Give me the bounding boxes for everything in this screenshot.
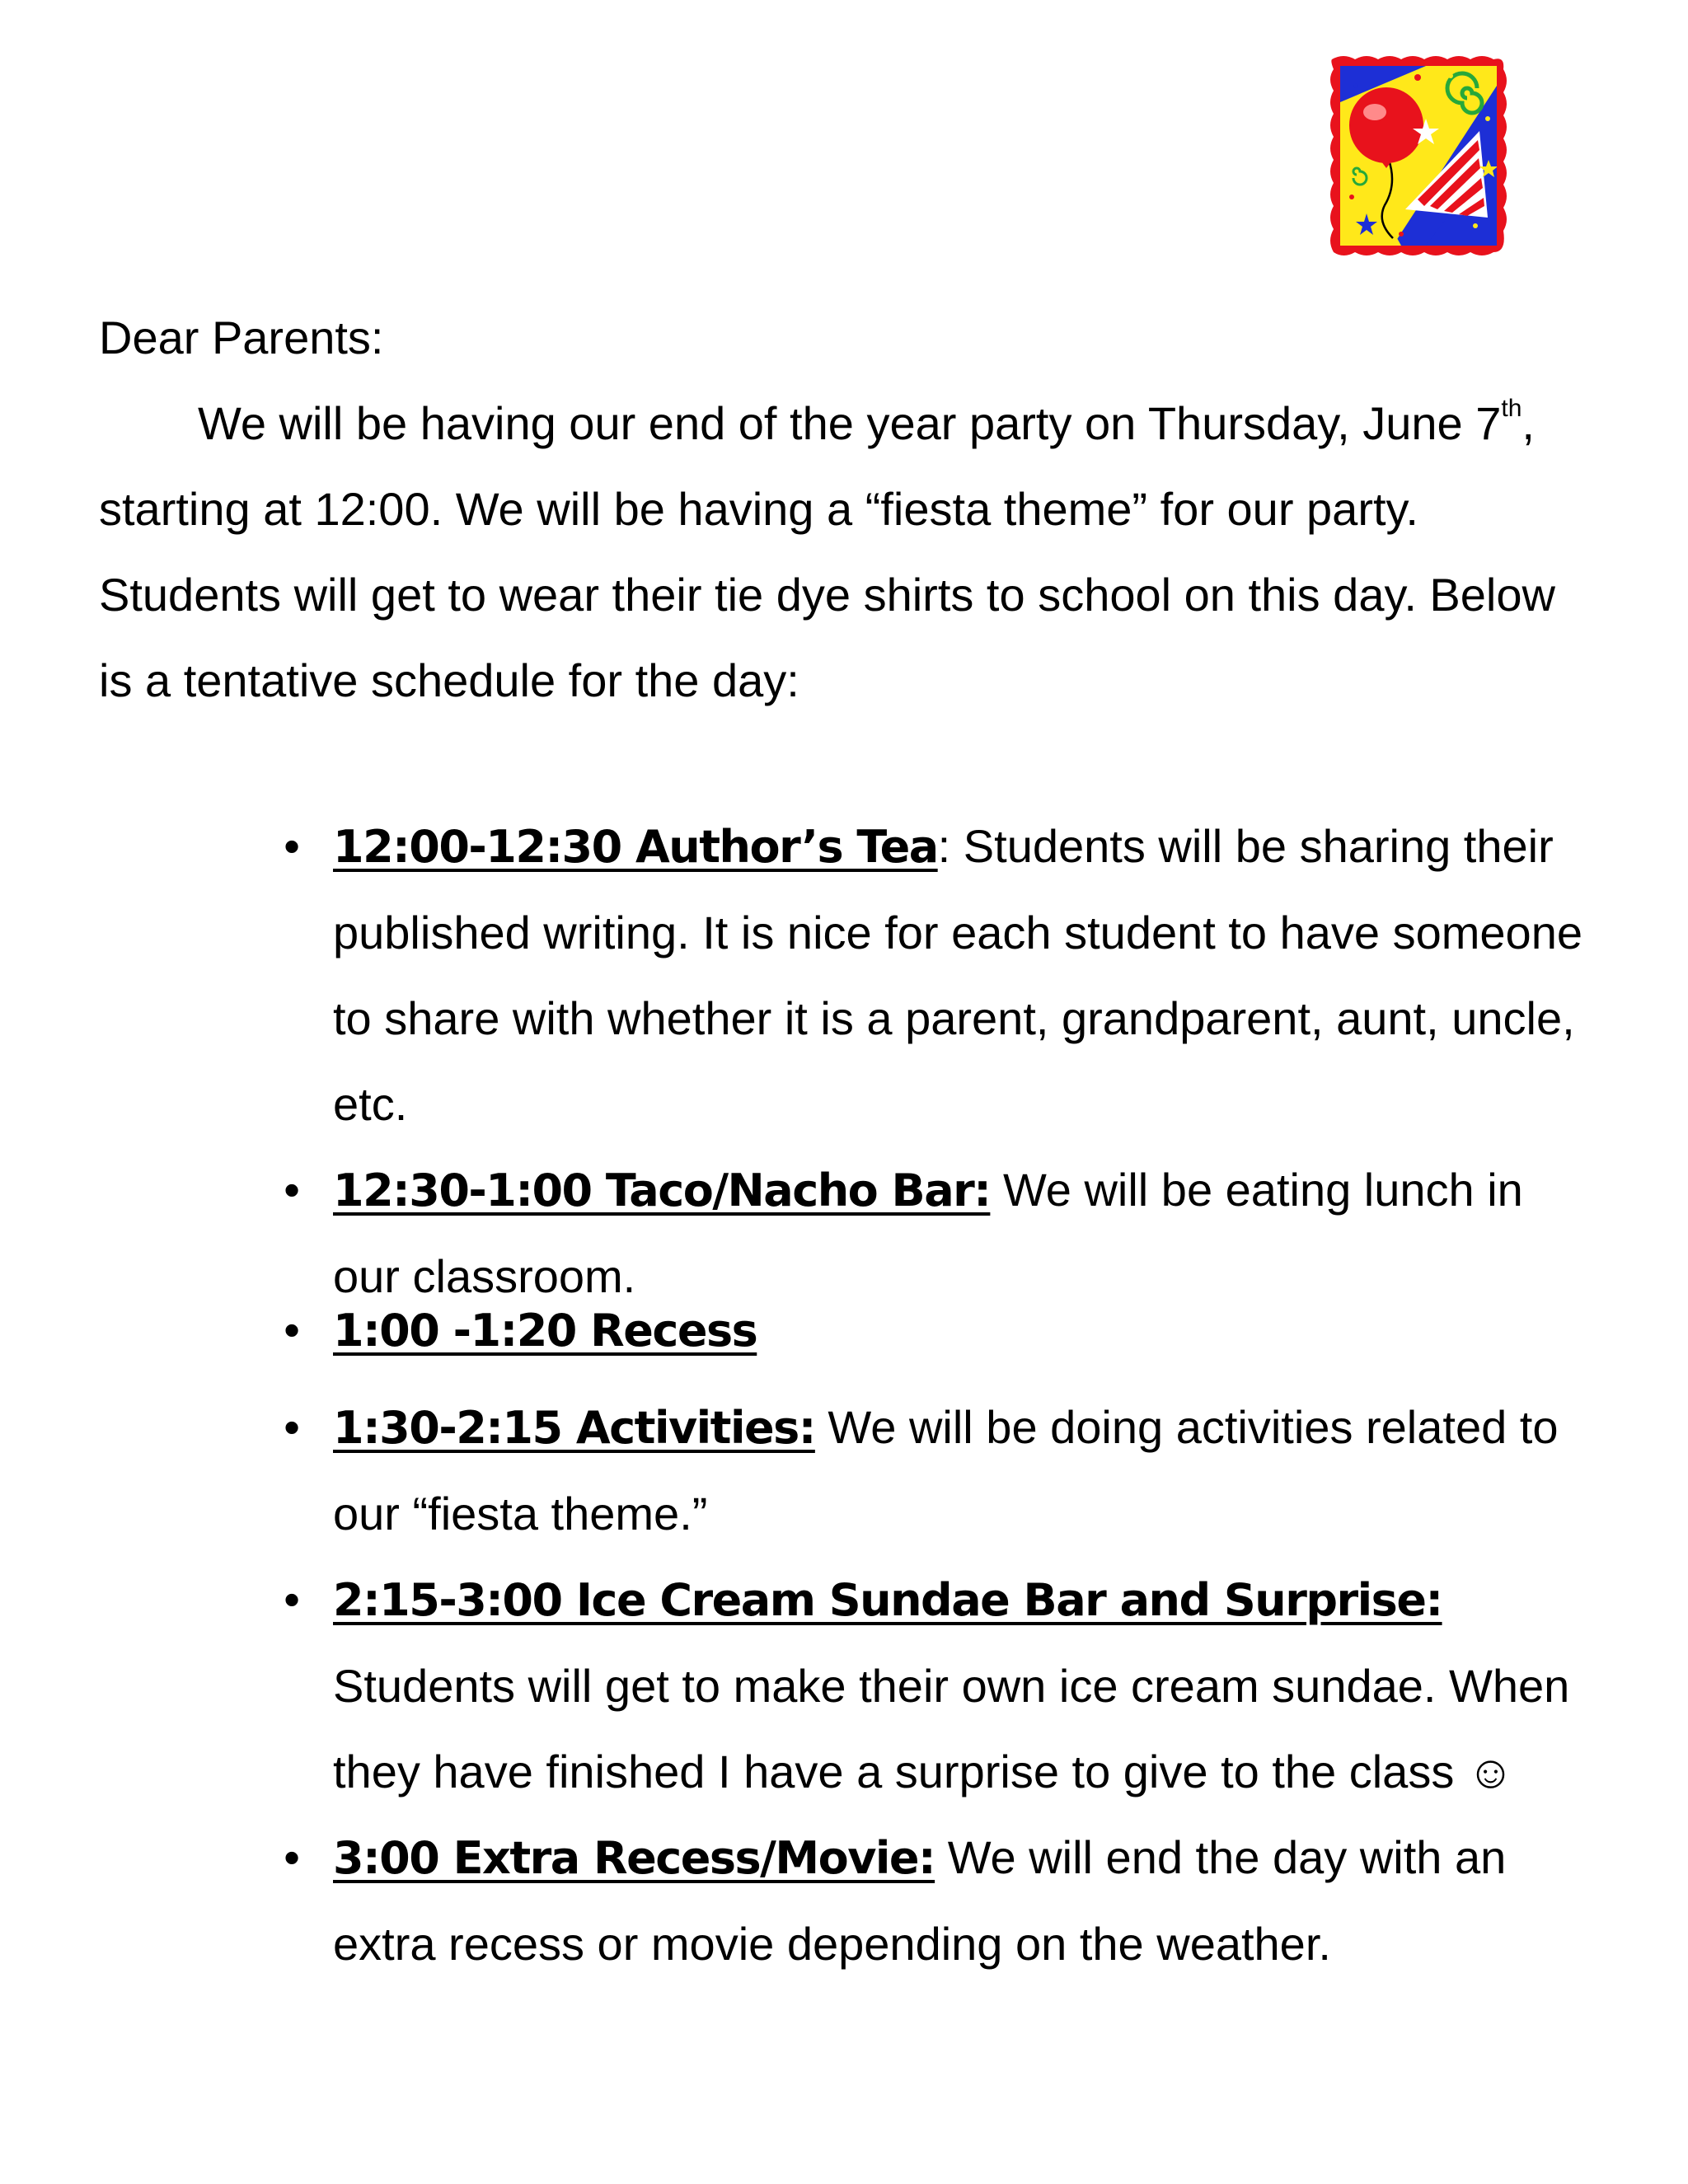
schedule-item — [0, 1557, 1586, 1815]
schedule-heading: 12:30-1:00 Taco/Nacho Bar: — [333, 1165, 991, 1216]
intro-text-part2: , starting at 12:00. We will be having a “fiesta theme” for our party. Students will get to wear their tie dye shirts to school on this day. Below is a tentative schedule for the day: — [99, 397, 1555, 706]
schedule-description: We will end the day with an extra recess or movie depending on the weather. — [333, 1831, 1507, 1970]
schedule-separator — [990, 1164, 1003, 1216]
schedule-heading: 1:30-2:15 Activities: — [333, 1402, 815, 1454]
schedule-item — [0, 1298, 1586, 1363]
bullet-icon: • — [284, 1831, 300, 1883]
letter-body — [99, 295, 1582, 724]
schedule-item — [0, 1385, 1586, 1557]
intro-text-part1: We will be having our end of the year party on Thursday, June 7 — [198, 397, 1502, 449]
schedule-item — [0, 804, 1586, 1147]
bullet-icon: • — [284, 820, 300, 872]
schedule-heading: 3:00 Extra Recess/Movie: — [333, 1832, 935, 1884]
schedule-description: Students will get to make their own ice cream sundae. When they have finished I have a surprise to give to the class ☺ — [333, 1660, 1570, 1797]
schedule-heading: 12:00-12:30 Author’s Tea — [333, 821, 938, 873]
bullet-icon: • — [284, 1573, 300, 1625]
party-balloon-clipart — [1327, 53, 1510, 259]
schedule-heading: 2:15-3:00 Ice Cream Sundae Bar and Surprise: — [333, 1574, 1442, 1626]
schedule-separator — [935, 1831, 948, 1883]
balloon — [1349, 87, 1423, 163]
bullet-icon: • — [284, 1304, 300, 1356]
salutation: Dear Parents: — [99, 312, 384, 363]
schedule-description: Students will be sharing their published writing. It is nice for each student to have someone to share with whether it is a parent, grandparent, aunt, uncle, etc. — [333, 820, 1582, 1130]
schedule-list — [0, 804, 1688, 1987]
schedule-description: We will be doing activities related to our “fiesta theme.” — [333, 1401, 1559, 1540]
schedule-separator — [815, 1401, 828, 1453]
schedule-heading: 1:00 -1:20 Recess — [333, 1305, 757, 1357]
bullet-icon: • — [284, 1401, 300, 1453]
intro-paragraph — [99, 381, 1582, 724]
schedule-item — [0, 1815, 1586, 1987]
schedule-description: We will be eating lunch in our classroom. — [333, 1164, 1523, 1302]
date-ordinal-suffix: th — [1501, 395, 1522, 423]
bullet-icon: • — [284, 1164, 300, 1216]
schedule-separator: : — [937, 820, 964, 872]
schedule-item — [0, 1147, 1586, 1319]
